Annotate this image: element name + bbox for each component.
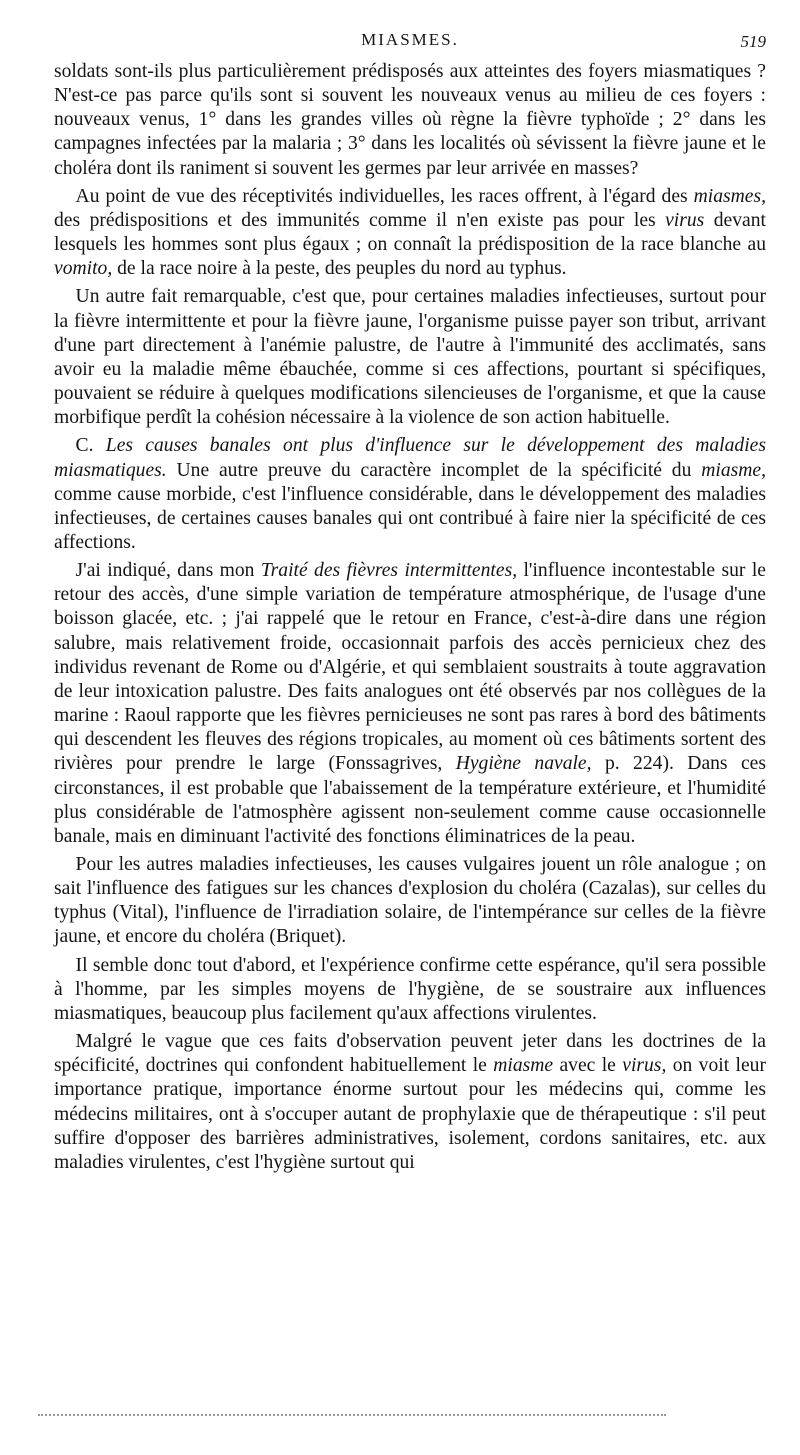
italic-text: miasmes, <box>693 185 766 207</box>
paragraph-p4 <box>54 434 766 555</box>
paragraph-p7 <box>54 954 766 1026</box>
text-run: Il semble donc tout d'abord, et l'expérience confirme cette espérance, qu'il sera possible à l'homme, par les simples moyens de l'hygiène, de se soustraire aux influences miasmatiques, beaucoup plus facilement qu'aux affections virulentes. <box>54 954 766 1024</box>
text-run: comme cause morbide, c'est l'influence considérable, dans le développement des maladies infectieuses, de certaines causes banales qui ont contribué à faire nier la spécificité de ces affections. <box>54 483 766 553</box>
text-run: Malgré le vague que ces faits d'observation peuvent jeter dans les doctrines de la spécificité, doctrines qui confondent habituellement le <box>54 1031 766 1077</box>
paragraph-p6 <box>54 853 766 950</box>
body-text <box>54 60 766 1175</box>
text-run: l'influence incontestable sur le retour des accès, d'une simple variation de température atmosphérique, de l'usage d'une boisson glacée, etc. ; j'ai rappelé que le retour en France, c'est-à-dire dans une région salubre, mais relativement froide, occasionnait parfois des accès pernicieux chez des individus revenant de Rome ou d'Algérie, et qui semblaient soustraits à toute aggravation de leur intoxication palustre. Des faits analogues ont été observés par nos collègues de la marine : Raoul rapporte que les fièvres pernicieuses ne sont pas rares à bord des bâtiments qui descendent les fleuves des régions tropicales, au moment où ces bâtiments sortent des rivières pour prendre le large (Fonssagrives, <box>54 560 766 775</box>
italic-text: vomito, <box>54 258 113 280</box>
page-header <box>54 30 766 60</box>
italic-text: virus, <box>622 1055 667 1077</box>
italic-text: virus <box>665 209 705 231</box>
text-run: devant lesquels les hommes sont plus égaux ; on connaît la prédisposition de la race blanche au <box>54 209 766 256</box>
text-run: J'ai indiqué, dans mon <box>75 560 261 582</box>
text-run: Pour les autres maladies infectieuses, les causes vulgaires jouent un rôle analogue ; on sait l'influence des fatigues sur les chances d'explosion du choléra (Cazalas), sur celles du typhus (Vital), l'influence de l'irradiation solaire, de l'intempérance sur celles de la fièvre jaune, et encore du choléra (Briquet). <box>54 854 766 948</box>
text-run: de la race noire à la peste, des peuples du nord au typhus. <box>112 258 567 280</box>
page-number: 519 <box>740 32 766 51</box>
text-run: avec le <box>553 1055 623 1077</box>
italic-text: miasme <box>493 1055 554 1077</box>
footer-dotted-rule <box>38 1414 666 1416</box>
text-run: des prédispositions et des immunités comme il n'en existe pas pour les <box>54 209 666 231</box>
paragraph-p3 <box>54 285 766 430</box>
text-run: Au point de vue des réceptivités individuelles, les races offrent, à l'égard des <box>75 185 694 207</box>
italic-text: Hygiène navale, <box>455 753 592 775</box>
text-run: p. 224). Dans ces circonstances, il est probable que l'abaissement de la température extérieure, et l'humidité plus considérable de l'atmosphère agissent non-seulement comme cause occasionnelle banale, mais en diminuant l'activité des fonctions éliminatrices de la peau. <box>54 753 766 847</box>
text-run: on voit leur importance pratique, importance énorme surtout pour les médecins qui, comme les médecins militaires, ont à s'occuper autant de prophylaxie que de thérapeutique : s'il peut suffire d'opposer des barrières administratives, isolement, cordons sanitaires, etc. aux maladies virulentes, c'est l'hygiène surtout qui <box>54 1055 766 1173</box>
italic-text: miasme, <box>701 459 766 481</box>
italic-text: Les causes banales ont plus d'influence sur le développement des maladies miasmatiques. <box>54 435 766 481</box>
text-run: Un autre fait remarquable, c'est que, pour certaines maladies infectieuses, surtout pour la fièvre intermittente et pour la fièvre jaune, l'organisme puisse payer son tribut, arrivant d'une part directement à l'anémie palustre, de l'autre à l'immunité des acclimatés, sans avoir eu la maladie même ébauchée, comme si ces affections, pourtant si spécifiques, pouvaient se réduire à quelques modifications silencieuses de l'organisme, et que la cause morbifique perdît la cohésion nécessaire à la violence de son action habituelle. <box>54 286 766 429</box>
paragraph-p1 <box>54 60 766 181</box>
paragraph-p8 <box>54 1030 766 1175</box>
text-run: C. <box>75 435 106 457</box>
running-head: MIASMES. <box>361 30 459 49</box>
paragraph-p5 <box>54 559 766 849</box>
text-run: soldats sont-ils plus particulièrement prédisposés aux atteintes des foyers miasmatiques ? N'est-ce pas parce qu'ils sont si souvent les nouveaux venus au milieu de ces foyers : nouveaux venus, 1° dans les grandes villes où règne la fièvre typhoïde ; 2° dans les campagnes infectées par la malaria ; 3° dans les localités où sévissent la fièvre jaune et le choléra dont ils raniment si souvent les germes par leur arrivée en masses? <box>54 61 766 179</box>
italic-text: Traité des fièvres intermittentes, <box>260 560 518 582</box>
paragraph-p2 <box>54 185 766 282</box>
book-page <box>54 30 766 1175</box>
text-run: Une autre preuve du caractère incomplet de la spécificité du <box>166 459 702 481</box>
